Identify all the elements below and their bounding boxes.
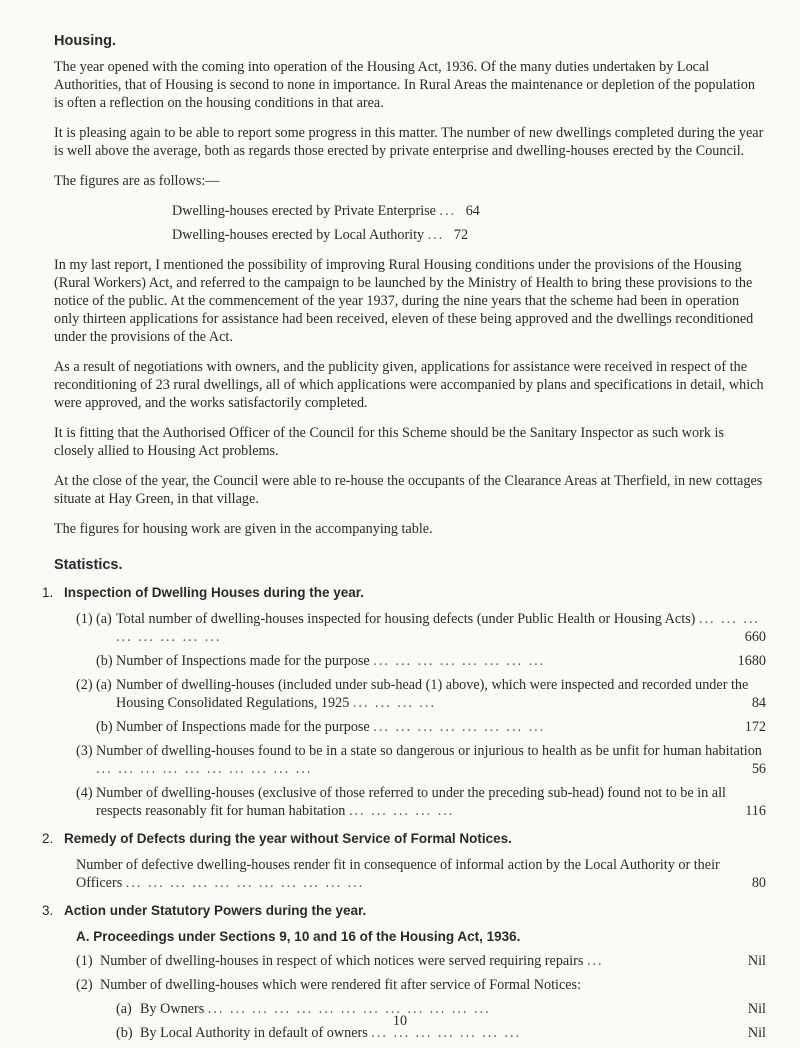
- stat-row: (b) By Local Authority in default of owners ... ... ... ... ... ... ... Nil: [116, 1025, 766, 1041]
- stat-label: Number of defective dwelling-houses render fit in consequence of informal action by the Local Authority or their Officers: [76, 857, 720, 891]
- stat-value: 660: [744, 629, 766, 645]
- stat-value: 172: [744, 719, 766, 735]
- section-title: Remedy of Defects during the year without Service of Formal Notices.: [64, 831, 512, 846]
- stat-value: 80: [751, 875, 766, 891]
- statistics-heading: Statistics.: [54, 557, 123, 573]
- stat-label: By Owners: [140, 1001, 205, 1017]
- section-title: Action under Statutory Powers during the year.: [64, 903, 367, 918]
- section-3a-heading: A. Proceedings under Sections 9, 10 and 16 of the Housing Act, 1936.: [76, 929, 521, 944]
- stat-value: 116: [745, 803, 766, 819]
- stat-row: (1) Number of dwelling-houses in respect of which notices were served requiring repairs ... Nil: [76, 953, 766, 969]
- figure-private-enterprise: Dwelling-houses erected by Private Enterprise ... 64: [172, 203, 480, 219]
- section-3-heading: [42, 902, 766, 920]
- stat-row: (b) Number of Inspections made for the purpose ... ... ... ... ... ... ... ... 1680: [96, 653, 766, 669]
- section-number: 3.: [42, 903, 54, 918]
- section-2-heading: [42, 830, 766, 848]
- paragraph: At the close of the year, the Council were able to re-house the occupants of the Clearance Areas at Therfield, in new cottages situate at Hay Green, in that village.: [54, 473, 763, 507]
- stat-value: Nil: [747, 1025, 766, 1041]
- page-title: Housing.: [54, 33, 117, 49]
- stat-label: Number of Inspections made for the purpose: [116, 653, 370, 669]
- paragraph: As a result of negotiations with owners, and the publicity given, applications for assistance were received in respect of the reconditioning of 23 rural dwellings, all of which applications were accompanied by plans and specifications in detail, which were approved, and the works satisfactorily completed.: [54, 359, 764, 411]
- stat-label: By Local Authority in default of owners: [140, 1025, 368, 1041]
- stat-value: 56: [751, 761, 766, 777]
- page-number: 10: [392, 1013, 408, 1029]
- stat-label: Number of dwelling-houses (included under sub-head (1) above), which were inspected and recorded under the Housing Consolidated Regulations, 1925: [116, 677, 749, 711]
- section-2-body: [76, 856, 766, 892]
- stat-label: Number of dwelling-houses (exclusive of those referred to under the preceding sub-head) found not to be in all respects reasonably fit for human habitation: [96, 785, 726, 819]
- paragraph: The figures for housing work are given in the accompanying table.: [54, 521, 433, 537]
- stat-row: (3) Number of dwelling-houses found to be in a state so dangerous or injurious to health as be unfit for human habitation ... ... ... ... ... ... ... ... ... ... 56: [76, 743, 766, 777]
- figure-value: 72: [453, 227, 469, 243]
- paragraph: In my last report, I mentioned the possibility of improving Rural Housing conditions under the provisions of the Housing (Rural Workers) Act, and referred to the campaign to be launched by the Ministry of Health to bring these provisions to the notice of the public. At the commencement of the year 1937, during the nine years that the scheme had been in operation only thirteen applications for assistance had been received, eleven of these being approved and the dwellings reconditioned under the provisions of the Act.: [54, 257, 754, 345]
- stat-label: Number of dwelling-houses which were rendered fit after service of Formal Notices:: [100, 977, 582, 993]
- stat-label: Total number of dwelling-houses inspected for housing defects (under Public Health or Housing Acts): [116, 611, 696, 627]
- section-1-heading: [42, 584, 766, 602]
- section-number: 2.: [42, 831, 54, 846]
- figure-label: Dwelling-houses erected by Private Enterprise: [172, 203, 436, 219]
- stat-label: Number of dwelling-houses in respect of which notices were served requiring repairs: [100, 953, 584, 969]
- stat-row: (2) Number of dwelling-houses which were rendered fit after service of Formal Notices:: [76, 976, 766, 994]
- stat-row: Number of defective dwelling-houses render fit in consequence of informal action by the Local Authority or their Officers ... ... ... ... ... ... ... ... ... ... ... 80: [76, 857, 766, 891]
- paragraph: It is pleasing again to be able to report some progress in this matter. The number of new dwellings completed during the year is well above the average, both as regards those erected by private enterprise and dwelling-houses erected by the Council.: [54, 125, 764, 159]
- stat-value: Nil: [747, 1001, 766, 1017]
- stat-label: Number of dwelling-houses found to be in a state so dangerous or injurious to health as be unfit for human habitation: [96, 743, 762, 759]
- paragraph: It is fitting that the Authorised Officer of the Council for this Scheme should be the Sanitary Inspector as such work is closely allied to Housing Act problems.: [54, 425, 724, 459]
- section-title: Inspection of Dwelling Houses during the year.: [64, 585, 365, 600]
- stat-row: (1) (a) Total number of dwelling-houses inspected for housing defects (under Public Health or Housing Acts) ... ... ... ... ... ... ... ... 660: [76, 611, 766, 645]
- section-number: 1.: [42, 585, 54, 600]
- paragraph: The year opened with the coming into operation of the Housing Act, 1936. Of the many duties undertaken by Local Authorities, that of Housing is second to none in importance. In Rural Areas the maintenance or depletion of the population is often a reflection on the housing conditions in that area.: [54, 59, 755, 111]
- figure-value: 64: [465, 203, 480, 219]
- stat-value: 84: [751, 695, 766, 711]
- stat-label: Number of Inspections made for the purpose: [116, 719, 370, 735]
- paragraph: The figures are as follows:—: [54, 173, 220, 189]
- figure-label: Dwelling-houses erected by Local Authority: [172, 227, 425, 243]
- figure-local-authority: Dwelling-houses erected by Local Authority ... 72: [172, 227, 469, 243]
- stat-row: (a) By Owners ... ... ... ... ... ... ... ... ... ... ... ... ... Nil: [116, 1001, 766, 1017]
- stat-row: (2) (a) Number of dwelling-houses (included under sub-head (1) above), which were inspected and recorded under the Housing Consolidated Regulations, 1925 ... ... ... ... 84: [76, 677, 766, 711]
- document-page: [42, 32, 766, 1048]
- stat-value: 1680: [737, 653, 766, 669]
- stat-value: Nil: [747, 953, 766, 969]
- section-1-items: [76, 610, 766, 820]
- stat-row: (b) Number of Inspections made for the purpose ... ... ... ... ... ... ... ... 172: [96, 719, 766, 735]
- stat-row: (4) Number of dwelling-houses (exclusive of those referred to under the preceding sub-head) found not to be in all respects reasonably fit for human habitation ... ... ... ... ... 116: [76, 785, 766, 819]
